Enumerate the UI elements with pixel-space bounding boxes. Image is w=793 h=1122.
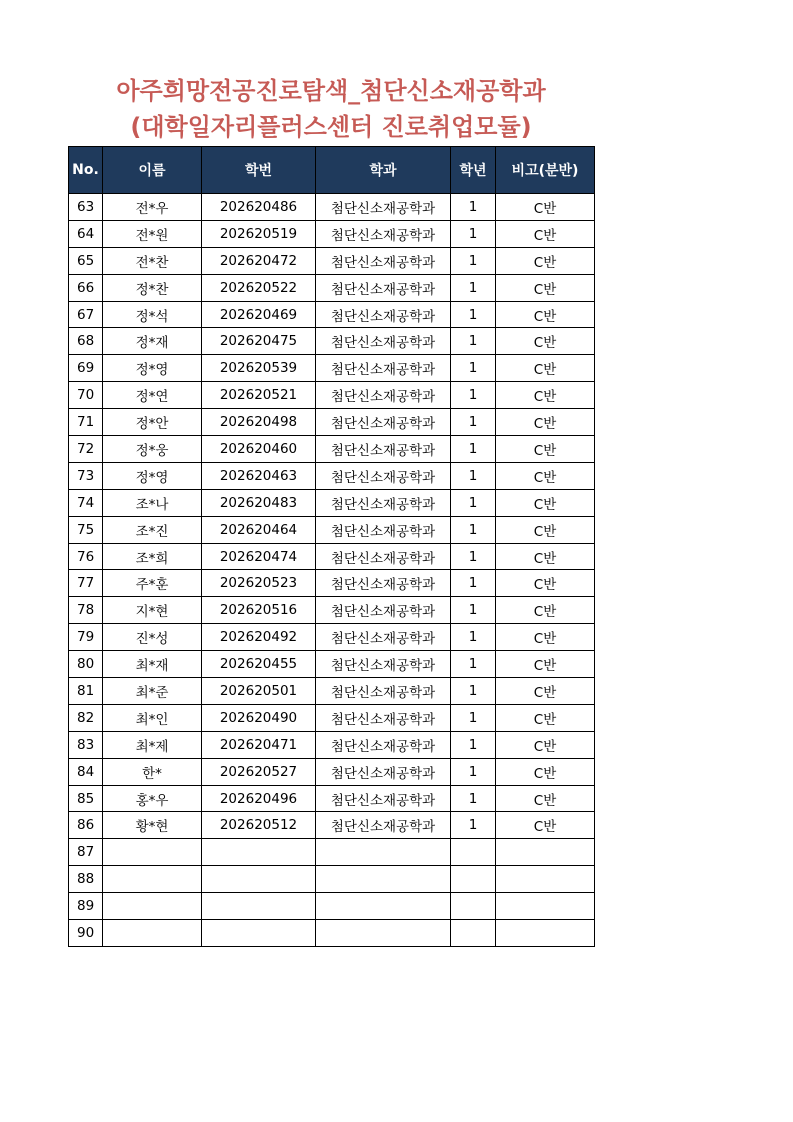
cell-name: 최*제 [103,731,202,758]
cell-note: C반 [496,462,595,489]
table-row [69,920,595,947]
cell-year: 1 [451,785,496,812]
cell-year: 1 [451,704,496,731]
cell-department: 첨단신소재공학과 [316,436,451,463]
cell-note: C반 [496,382,595,409]
cell-year: 1 [451,597,496,624]
cell-no: 90 [69,920,103,947]
cell-no: 63 [69,194,103,221]
header-note: 비고(분반) [496,147,595,194]
cell-no: 85 [69,785,103,812]
cell-student-id [202,866,316,893]
cell-department: 첨단신소재공학과 [316,516,451,543]
cell-name: 조*진 [103,516,202,543]
cell-note [496,839,595,866]
table-row [69,516,595,543]
cell-note: C반 [496,678,595,705]
cell-no: 69 [69,355,103,382]
page-title: 아주희망전공진로탐색_첨단신소재공학과 [116,77,546,105]
table-row [69,328,595,355]
table-row [69,301,595,328]
cell-department: 첨단신소재공학과 [316,409,451,436]
cell-no: 66 [69,274,103,301]
cell-department: 첨단신소재공학과 [316,274,451,301]
cell-no: 75 [69,516,103,543]
cell-student-id: 202620539 [202,355,316,382]
cell-student-id: 202620463 [202,462,316,489]
cell-year: 1 [451,436,496,463]
cell-department [316,893,451,920]
cell-note: C반 [496,194,595,221]
cell-name: 지*현 [103,597,202,624]
cell-no: 82 [69,704,103,731]
cell-student-id: 202620516 [202,597,316,624]
cell-department: 첨단신소재공학과 [316,731,451,758]
cell-name [103,866,202,893]
cell-name: 진*성 [103,624,202,651]
cell-no: 76 [69,543,103,570]
cell-department: 첨단신소재공학과 [316,678,451,705]
cell-name: 최*재 [103,651,202,678]
cell-department: 첨단신소재공학과 [316,462,451,489]
cell-student-id [202,839,316,866]
cell-note: C반 [496,543,595,570]
cell-student-id: 202620492 [202,624,316,651]
cell-name: 전*우 [103,194,202,221]
cell-note: C반 [496,704,595,731]
cell-no: 88 [69,866,103,893]
cell-no: 87 [69,839,103,866]
cell-note: C반 [496,785,595,812]
cell-department: 첨단신소재공학과 [316,382,451,409]
cell-student-id: 202620464 [202,516,316,543]
cell-name: 정*찬 [103,274,202,301]
cell-student-id: 202620474 [202,543,316,570]
cell-note: C반 [496,247,595,274]
cell-name: 최*준 [103,678,202,705]
cell-student-id: 202620483 [202,489,316,516]
cell-name: 정*영 [103,462,202,489]
table-row [69,785,595,812]
cell-year: 1 [451,624,496,651]
cell-student-id: 202620498 [202,409,316,436]
cell-name: 전*원 [103,220,202,247]
cell-no: 73 [69,462,103,489]
table-row [69,893,595,920]
table-row [69,704,595,731]
cell-department: 첨단신소재공학과 [316,624,451,651]
table-row [69,274,595,301]
cell-student-id: 202620519 [202,220,316,247]
cell-name [103,839,202,866]
cell-note: C반 [496,758,595,785]
student-roster-table [68,146,595,947]
cell-year: 1 [451,812,496,839]
cell-note: C반 [496,731,595,758]
cell-year: 1 [451,516,496,543]
cell-name: 주*훈 [103,570,202,597]
cell-name: 정*연 [103,382,202,409]
cell-name: 정*재 [103,328,202,355]
cell-no: 72 [69,436,103,463]
cell-year: 1 [451,462,496,489]
cell-department: 첨단신소재공학과 [316,543,451,570]
cell-no: 64 [69,220,103,247]
cell-name: 정*석 [103,301,202,328]
cell-year: 1 [451,543,496,570]
cell-student-id [202,893,316,920]
cell-no: 83 [69,731,103,758]
cell-note: C반 [496,274,595,301]
cell-note: C반 [496,597,595,624]
cell-name: 정*영 [103,355,202,382]
cell-student-id: 202620496 [202,785,316,812]
cell-no: 65 [69,247,103,274]
cell-year: 1 [451,382,496,409]
cell-note [496,893,595,920]
table-row [69,220,595,247]
cell-student-id [202,920,316,947]
cell-year [451,866,496,893]
cell-student-id: 202620475 [202,328,316,355]
header-student-id: 학번 [202,147,316,194]
cell-note: C반 [496,812,595,839]
cell-year: 1 [451,570,496,597]
cell-department: 첨단신소재공학과 [316,785,451,812]
cell-department: 첨단신소재공학과 [316,194,451,221]
cell-department: 첨단신소재공학과 [316,301,451,328]
cell-year: 1 [451,220,496,247]
table-row [69,543,595,570]
table-row [69,194,595,221]
cell-year: 1 [451,247,496,274]
cell-name: 황*현 [103,812,202,839]
cell-no: 67 [69,301,103,328]
cell-name: 조*나 [103,489,202,516]
cell-name: 정*안 [103,409,202,436]
table-row [69,839,595,866]
header-department: 학과 [316,147,451,194]
cell-note: C반 [496,301,595,328]
cell-student-id: 202620521 [202,382,316,409]
cell-student-id: 202620486 [202,194,316,221]
cell-no: 86 [69,812,103,839]
header-year: 학년 [451,147,496,194]
cell-department [316,839,451,866]
cell-student-id: 202620490 [202,704,316,731]
cell-name: 홍*우 [103,785,202,812]
header-row [69,147,595,194]
cell-note: C반 [496,436,595,463]
cell-no: 70 [69,382,103,409]
cell-note: C반 [496,651,595,678]
cell-year [451,920,496,947]
cell-student-id: 202620472 [202,247,316,274]
table-row [69,436,595,463]
cell-year: 1 [451,328,496,355]
cell-note: C반 [496,516,595,543]
cell-department: 첨단신소재공학과 [316,570,451,597]
cell-student-id: 202620523 [202,570,316,597]
cell-name: 최*인 [103,704,202,731]
cell-note: C반 [496,570,595,597]
cell-department: 첨단신소재공학과 [316,651,451,678]
cell-year: 1 [451,758,496,785]
table-row [69,489,595,516]
cell-year: 1 [451,489,496,516]
cell-no: 68 [69,328,103,355]
table-row [69,462,595,489]
cell-department: 첨단신소재공학과 [316,597,451,624]
cell-student-id: 202620469 [202,301,316,328]
cell-year: 1 [451,274,496,301]
cell-department: 첨단신소재공학과 [316,220,451,247]
cell-name: 정*웅 [103,436,202,463]
table-row [69,651,595,678]
cell-department [316,866,451,893]
cell-note: C반 [496,409,595,436]
cell-no: 89 [69,893,103,920]
table-row [69,382,595,409]
table-row [69,758,595,785]
cell-student-id: 202620460 [202,436,316,463]
table-row [69,866,595,893]
cell-no: 71 [69,409,103,436]
cell-note: C반 [496,220,595,247]
cell-name: 한* [103,758,202,785]
cell-note: C반 [496,328,595,355]
header-no: No. [69,147,103,194]
table-row [69,409,595,436]
table-row [69,678,595,705]
cell-student-id: 202620501 [202,678,316,705]
cell-year [451,893,496,920]
cell-no: 79 [69,624,103,651]
cell-department: 첨단신소재공학과 [316,704,451,731]
cell-year [451,839,496,866]
header-name: 이름 [103,147,202,194]
cell-year: 1 [451,651,496,678]
cell-student-id: 202620455 [202,651,316,678]
cell-year: 1 [451,355,496,382]
cell-year: 1 [451,194,496,221]
cell-note [496,866,595,893]
cell-no: 84 [69,758,103,785]
cell-department: 첨단신소재공학과 [316,812,451,839]
cell-department: 첨단신소재공학과 [316,247,451,274]
cell-department: 첨단신소재공학과 [316,758,451,785]
cell-department [316,920,451,947]
table-body [69,194,595,947]
cell-year: 1 [451,301,496,328]
cell-no: 78 [69,597,103,624]
cell-student-id: 202620471 [202,731,316,758]
cell-name [103,893,202,920]
cell-note: C반 [496,489,595,516]
cell-no: 81 [69,678,103,705]
cell-no: 74 [69,489,103,516]
table-row [69,355,595,382]
cell-name: 전*찬 [103,247,202,274]
cell-no: 80 [69,651,103,678]
cell-no: 77 [69,570,103,597]
cell-student-id: 202620527 [202,758,316,785]
cell-department: 첨단신소재공학과 [316,328,451,355]
cell-note [496,920,595,947]
cell-year: 1 [451,409,496,436]
cell-student-id: 202620522 [202,274,316,301]
cell-student-id: 202620512 [202,812,316,839]
table-row [69,624,595,651]
cell-department: 첨단신소재공학과 [316,355,451,382]
table-header [69,147,595,194]
cell-name [103,920,202,947]
cell-year: 1 [451,731,496,758]
table-row [69,247,595,274]
cell-note: C반 [496,355,595,382]
table-row [69,812,595,839]
table-row [69,597,595,624]
table-row [69,731,595,758]
table-row [69,570,595,597]
cell-department: 첨단신소재공학과 [316,489,451,516]
cell-year: 1 [451,678,496,705]
page-subtitle: (대학일자리플러스센터 진로취업모듈) [130,113,532,141]
cell-name: 조*희 [103,543,202,570]
cell-note: C반 [496,624,595,651]
